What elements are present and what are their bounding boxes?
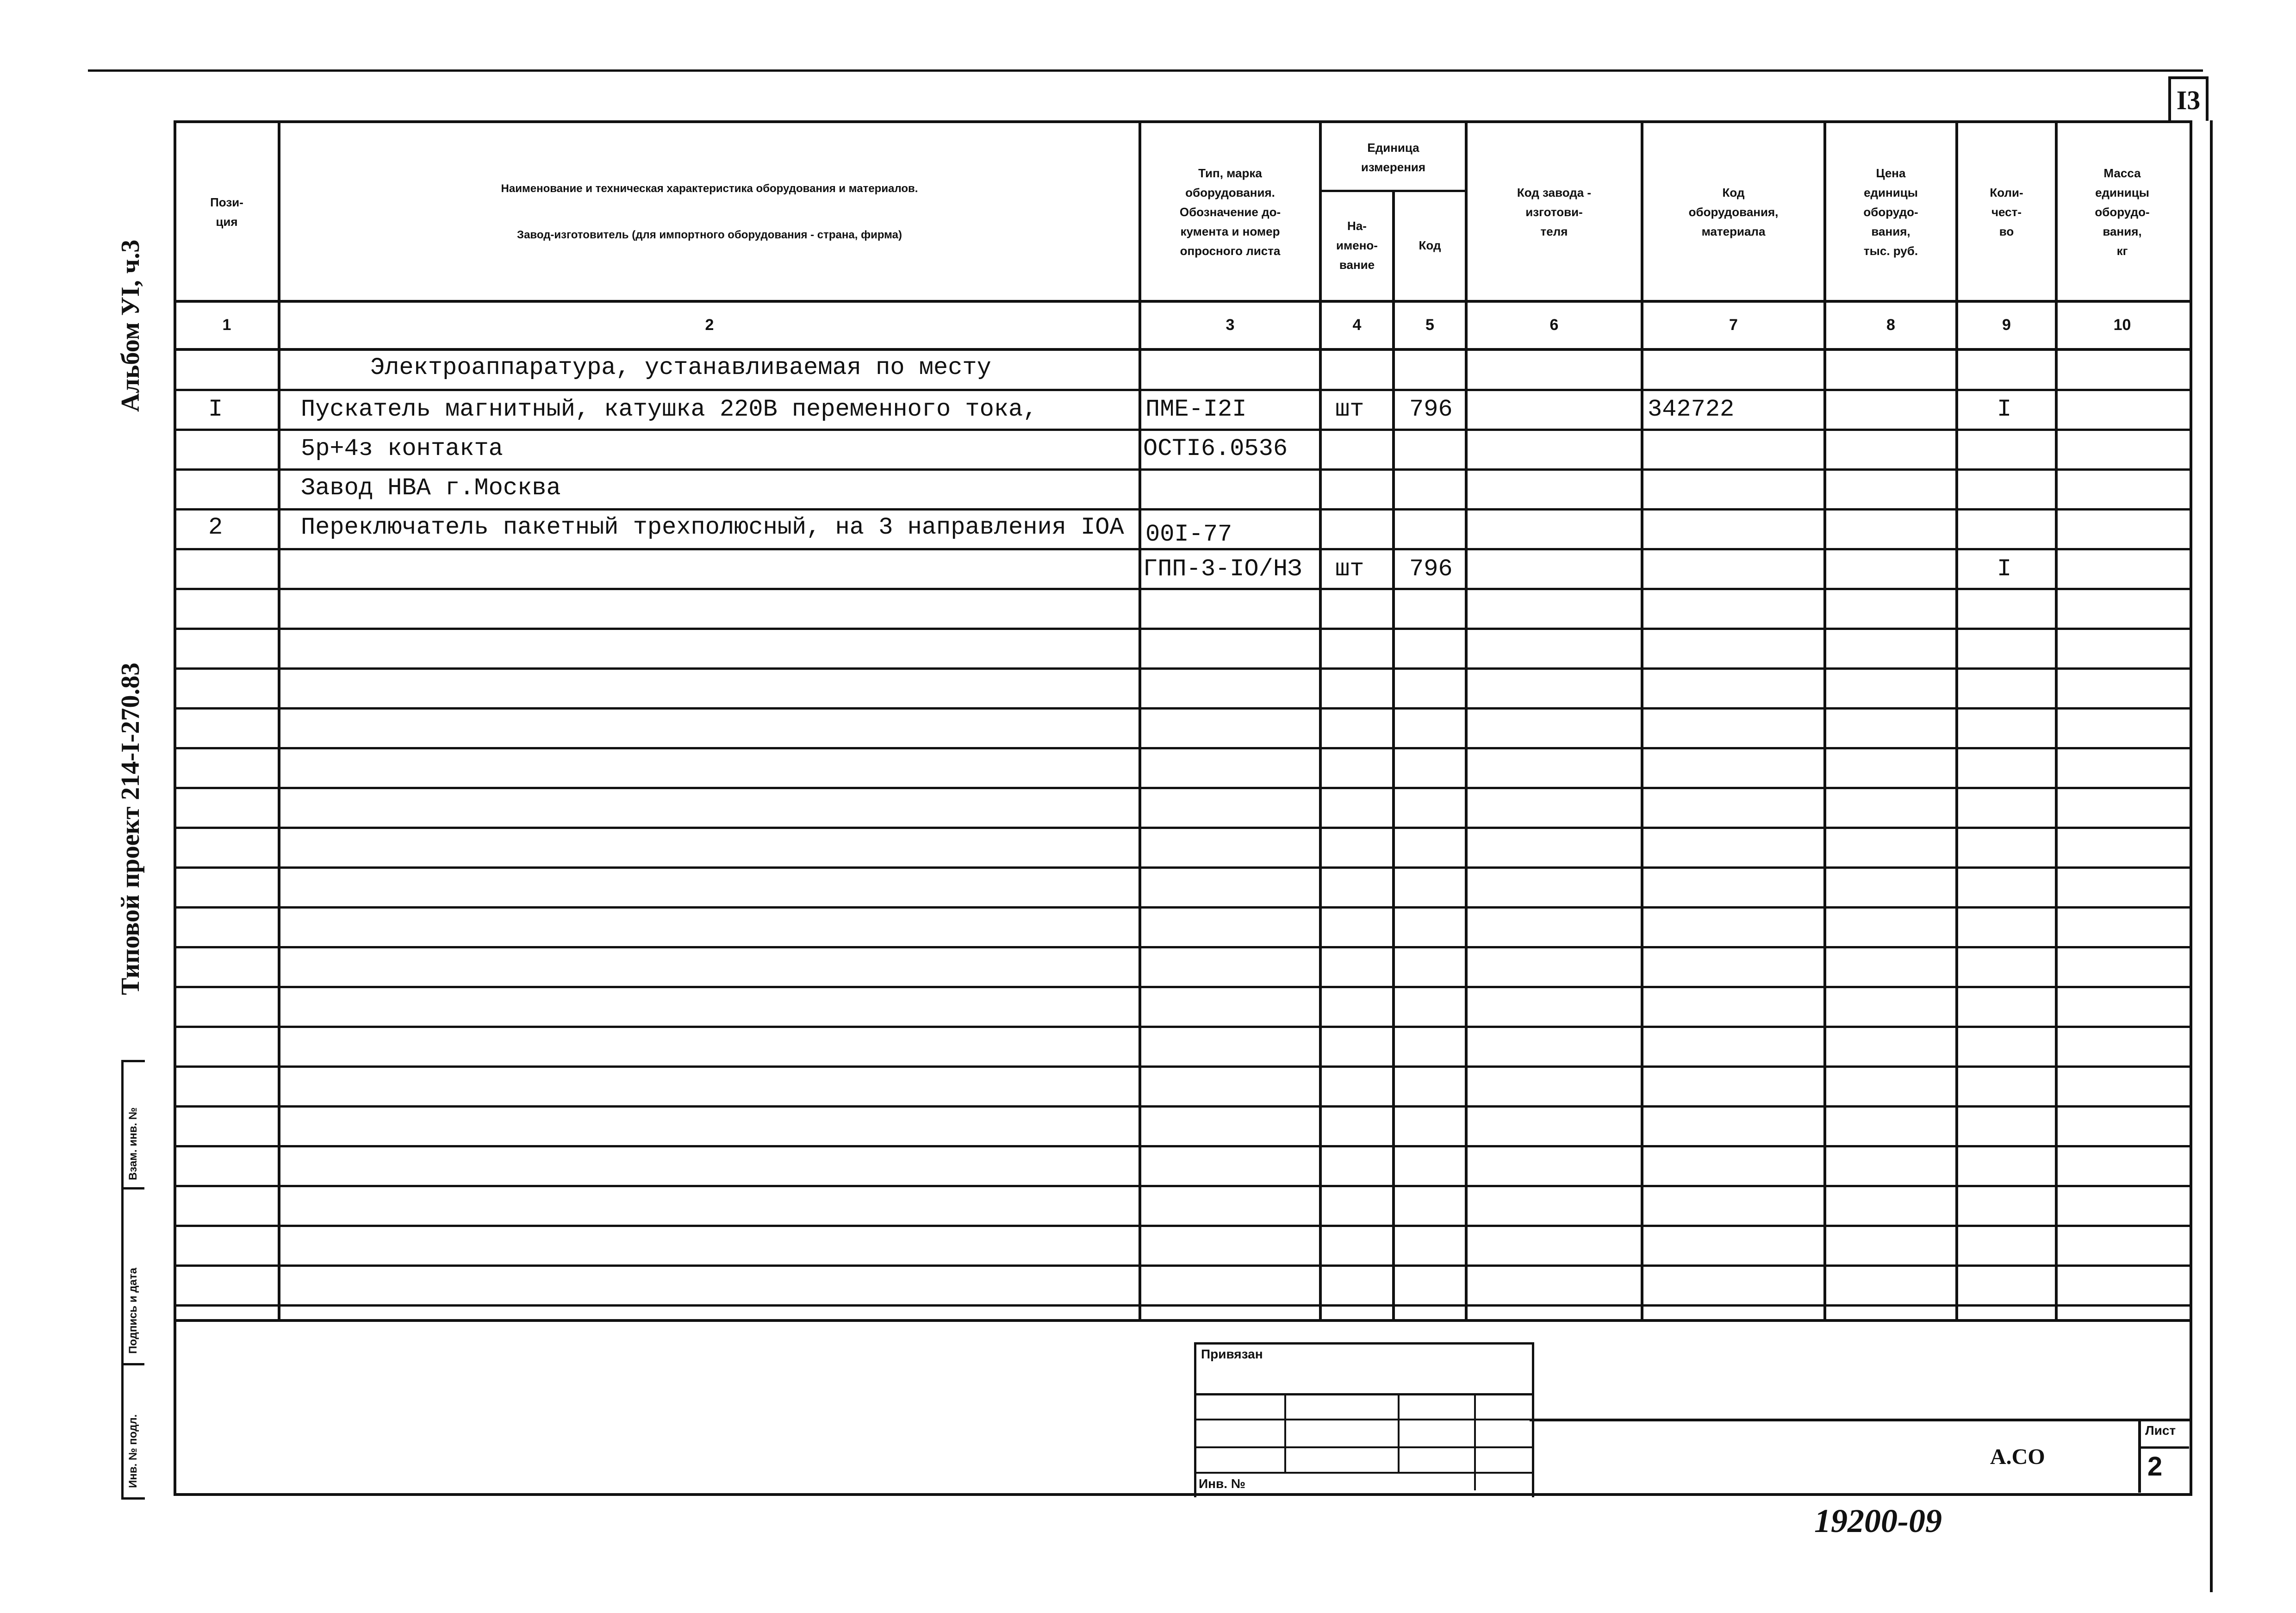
header-unit-code: Код — [1419, 238, 1441, 252]
colnum-9: 9 — [2002, 316, 2011, 334]
row-rule — [174, 1026, 2191, 1028]
stamp-inv-podl: Инв. № подл. — [127, 1414, 139, 1488]
row-position: 2 — [208, 514, 223, 541]
row-type: ГПП-3-IO/НЗ — [1143, 555, 1302, 583]
stamp-podpis: Подпись и дата — [127, 1268, 139, 1354]
colnum-6: 6 — [1549, 316, 1559, 334]
row-rule — [174, 1185, 2191, 1187]
header-name: Наименование и техническая характеристика оборудования и материалов. Завод-изготовитель (для импортного оборудования - страна, фирма) — [501, 182, 918, 241]
row-name: Электроаппаратура, устанавливаемая по месту — [370, 354, 991, 381]
inv-no-label: Инв. № — [1199, 1476, 1246, 1491]
row-rule — [174, 946, 2191, 948]
row-rule — [174, 1264, 2191, 1267]
row-unit: шт — [1335, 396, 1364, 423]
row-rule — [174, 667, 2191, 670]
project-label: Типовой проект 214-I-270.83 — [116, 662, 145, 995]
row-name: 5р+4з контакта — [301, 435, 503, 462]
colnum-2: 2 — [705, 316, 714, 334]
row-name: Пускатель магнитный, катушка 220В переменного тока, — [301, 396, 1038, 423]
top-rule — [88, 69, 2203, 72]
colnum-4: 4 — [1352, 316, 1362, 334]
row-rule — [174, 827, 2191, 829]
list-number: 2 — [2147, 1451, 2163, 1482]
row-rule — [174, 1225, 2191, 1227]
list-label: Лист — [2145, 1423, 2176, 1438]
row-rule — [174, 1304, 2191, 1307]
row-rule — [174, 628, 2191, 630]
privyazan-label: Привязан — [1201, 1347, 1263, 1361]
row-type: ОСТI6.0536 — [1143, 435, 1288, 462]
colnum-5: 5 — [1425, 316, 1434, 334]
row-rule — [174, 389, 2191, 391]
sheet-number: I3 — [2168, 76, 2209, 121]
colnum-10: 10 — [2113, 316, 2131, 334]
row-rule — [174, 1065, 2191, 1068]
row-material-code: 342722 — [1648, 396, 1735, 423]
album-label: Альбом УI, ч.3 — [116, 239, 145, 412]
header-position: Пози- ция — [210, 195, 243, 229]
row-unit-code: 796 — [1409, 555, 1453, 583]
row-quantity: I — [1997, 396, 2012, 423]
colnum-3: 3 — [1226, 316, 1235, 334]
row-rule — [174, 986, 2191, 988]
header-price: Цена единицы оборудо- вания, тыс. руб. — [1863, 166, 1918, 258]
colnum-7: 7 — [1729, 316, 1738, 334]
row-type: 00I-77 — [1145, 521, 1232, 548]
colnum-8: 8 — [1886, 316, 1895, 334]
row-name: Завод НВА г.Москва — [301, 474, 561, 502]
header-type: Тип, марка оборудования. Обозначение до- кумента и номер опросного листа — [1179, 166, 1281, 258]
row-unit: шт — [1335, 555, 1364, 583]
header-material-code: Код оборудования, материала — [1688, 185, 1779, 238]
doc-code: А.СО — [1990, 1445, 2045, 1469]
row-rule — [174, 508, 2191, 511]
header-quantity: Коли- чест- во — [1990, 185, 2023, 238]
stamp-vzam-inv: Взам. инв. № — [127, 1107, 139, 1180]
row-rule — [174, 866, 2191, 869]
header-mass: Масса единицы оборудо- вания, кг — [2095, 166, 2150, 258]
row-rule — [174, 1105, 2191, 1108]
row-rule — [174, 747, 2191, 749]
row-rule — [174, 787, 2191, 789]
row-rule — [174, 1145, 2191, 1147]
header-unit-group: Единица измерения — [1361, 141, 1426, 174]
row-name: Переключатель пакетный трехполюсный, на 3 направления IOA — [301, 514, 1124, 541]
row-position: I — [208, 396, 223, 423]
row-rule — [174, 906, 2191, 909]
row-rule — [174, 429, 2191, 431]
colnum-1: 1 — [222, 316, 231, 334]
row-quantity: I — [1997, 555, 2012, 583]
row-type: ПМЕ-I2I — [1145, 396, 1247, 423]
header-unit-name: На- имено- вание — [1336, 219, 1378, 272]
archive-number: 19200-09 — [1814, 1502, 1942, 1539]
row-rule — [174, 468, 2191, 471]
row-rule — [174, 707, 2191, 710]
row-unit-code: 796 — [1409, 396, 1453, 423]
row-rule — [174, 588, 2191, 590]
header-maker-code: Код завода - изготови- теля — [1517, 185, 1592, 238]
